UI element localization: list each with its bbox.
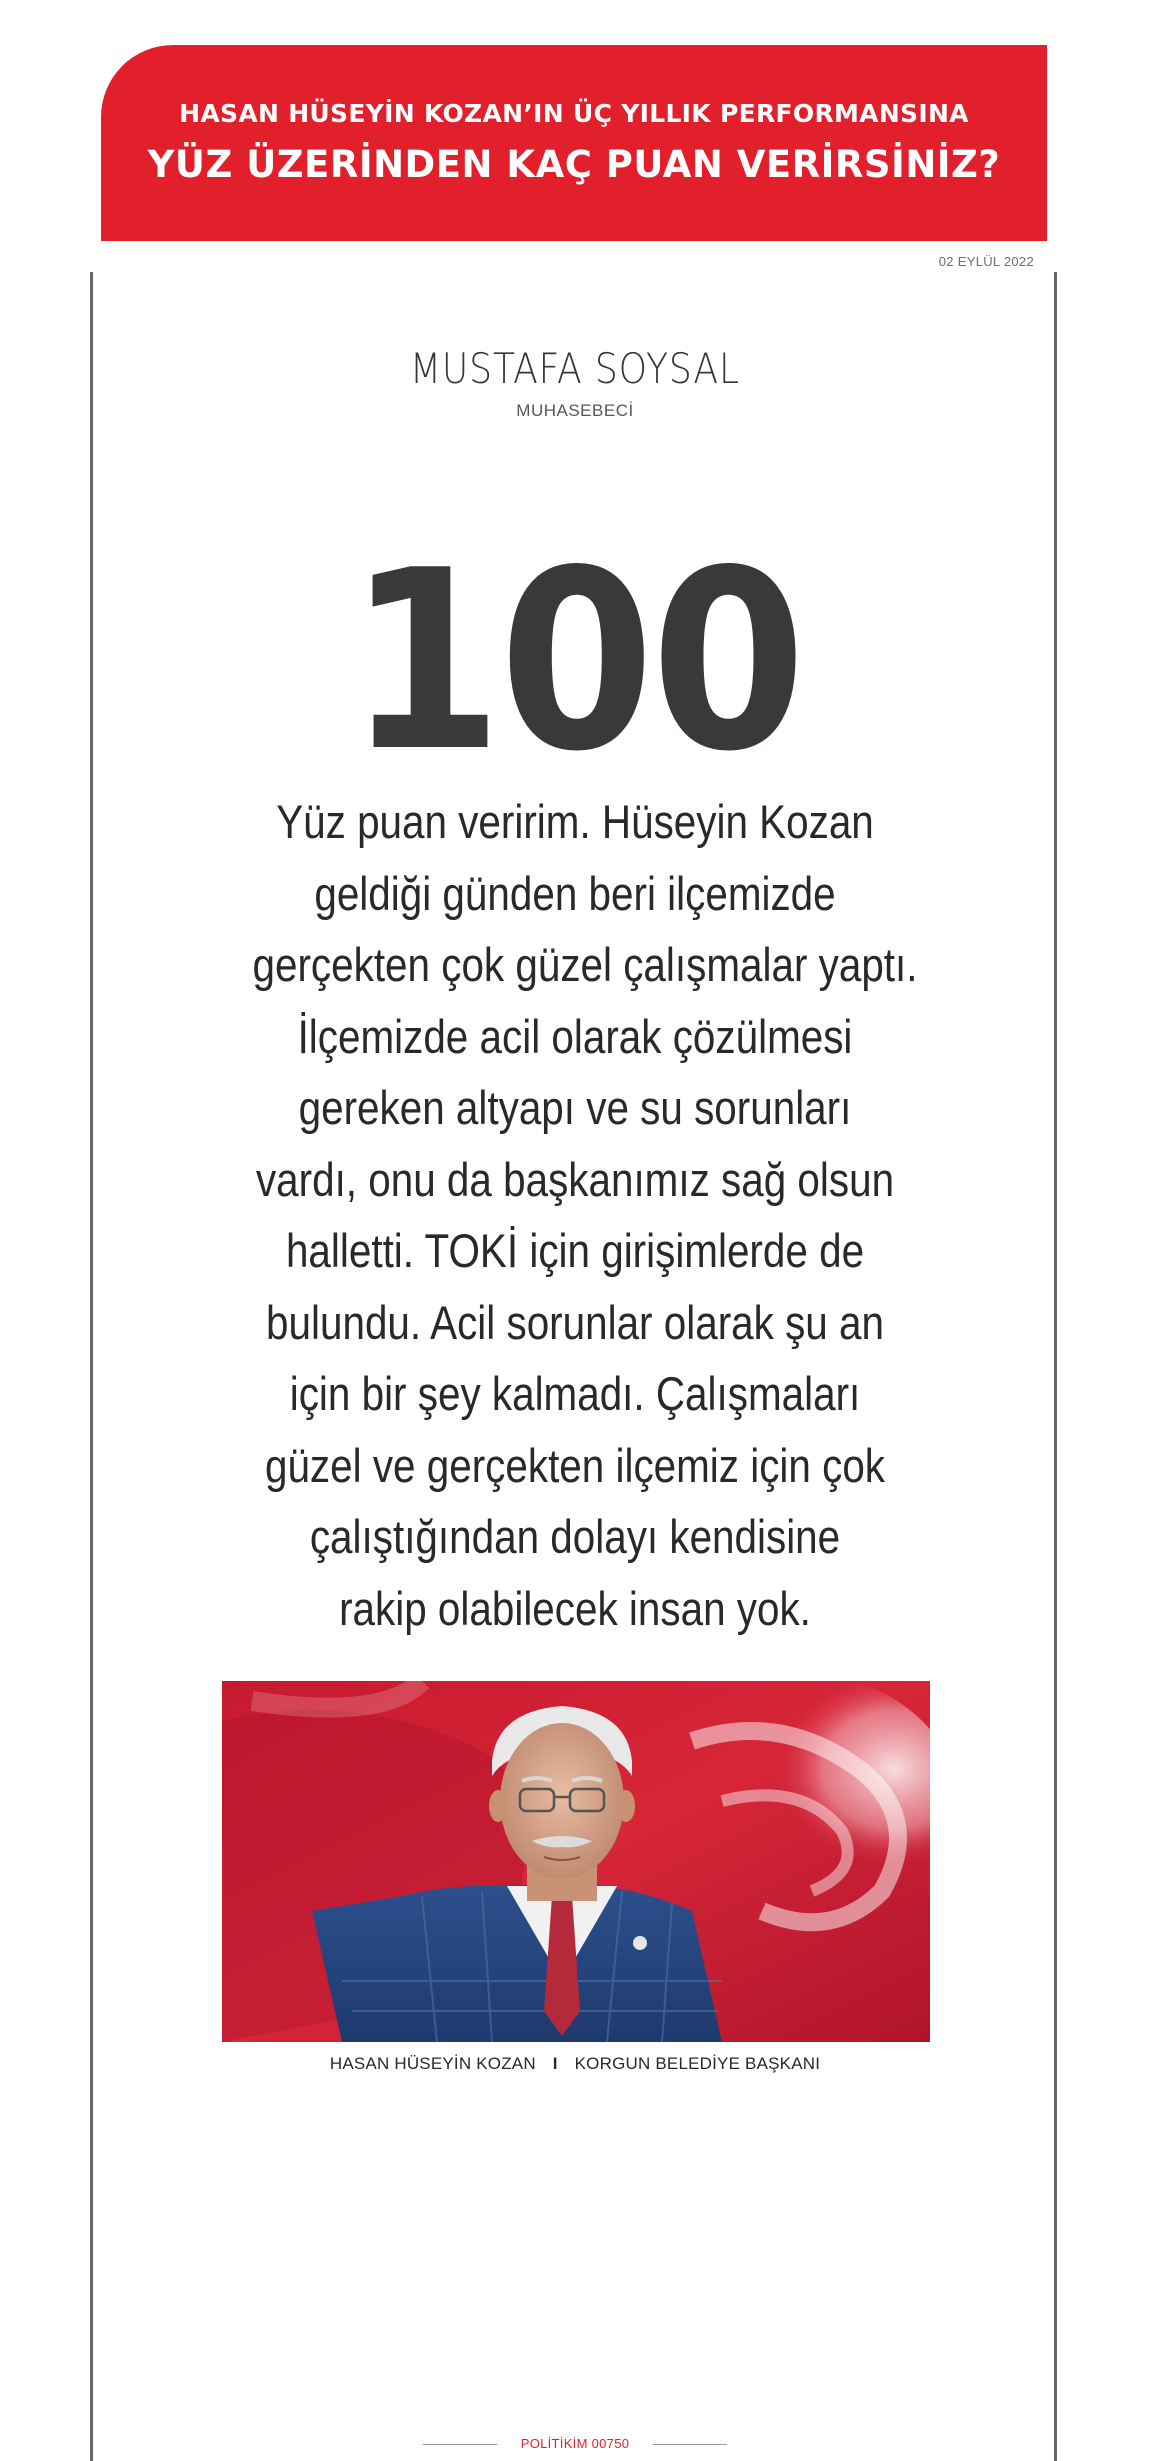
quote-line: İlçemizde acil olarak çözülmesi <box>297 1009 853 1063</box>
footer <box>0 2436 1150 2451</box>
quote-line: rakip olabilecek insan yok. <box>339 1581 811 1635</box>
quote-line: Yüz puan veririm. Hüseyin Kozan <box>276 795 874 848</box>
footer-rule-right <box>653 2444 727 2445</box>
quote-line: geldiği günden beri ilçemizde <box>314 866 836 920</box>
quote-line: gerçekten çok güzel çalışmalar yaptı. <box>252 938 918 991</box>
author-title: MUHASEBECİ <box>516 401 634 420</box>
caption-name: HASAN HÜSEYİN KOZAN <box>329 2054 536 2073</box>
footer-code: POLİTİKİM 00750 <box>520 2436 630 2451</box>
caption-separator: I <box>552 2054 558 2073</box>
mayor-photo <box>222 1681 930 2042</box>
quote-line: bulundu. Acil sorunlar olarak şu an <box>266 1295 884 1349</box>
headline-line-2: YÜZ ÜZERİNDEN KAÇ PUAN VERİRSİNİZ? <box>147 143 1001 186</box>
quote-text <box>200 786 950 1644</box>
footer-rule-left <box>423 2444 497 2445</box>
quote-line: çalıştığından dolayı kendisine <box>309 1510 841 1563</box>
photo-caption <box>0 2054 1150 2074</box>
quote-line: için bir şey kalmadı. Çalışmaları <box>289 1367 861 1420</box>
author-name: MUSTAFA SOYSAL <box>409 344 741 393</box>
headline-line-1: HASAN HÜSEYİN KOZAN’IN ÜÇ YILLIK PERFORMANSINA <box>179 99 969 128</box>
headline-banner <box>101 45 1047 241</box>
publish-date: 02 EYLÜL 2022 <box>938 254 1034 269</box>
mayor-portrait-illustration <box>222 1681 930 2042</box>
quote-line: güzel ve gerçekten ilçemiz için çok <box>264 1438 886 1492</box>
quote-line: halletti. TOKİ için girişimlerde de <box>285 1224 865 1277</box>
caption-role: KORGUN BELEDİYE BAŞKANI <box>574 2054 821 2073</box>
quote-line: vardı, onu da başkanımız sağ olsun <box>255 1152 895 1206</box>
quote-line: gereken altyapı ve su sorunları <box>298 1081 852 1134</box>
score-value: 100 <box>347 518 803 806</box>
author-block <box>0 344 1150 420</box>
